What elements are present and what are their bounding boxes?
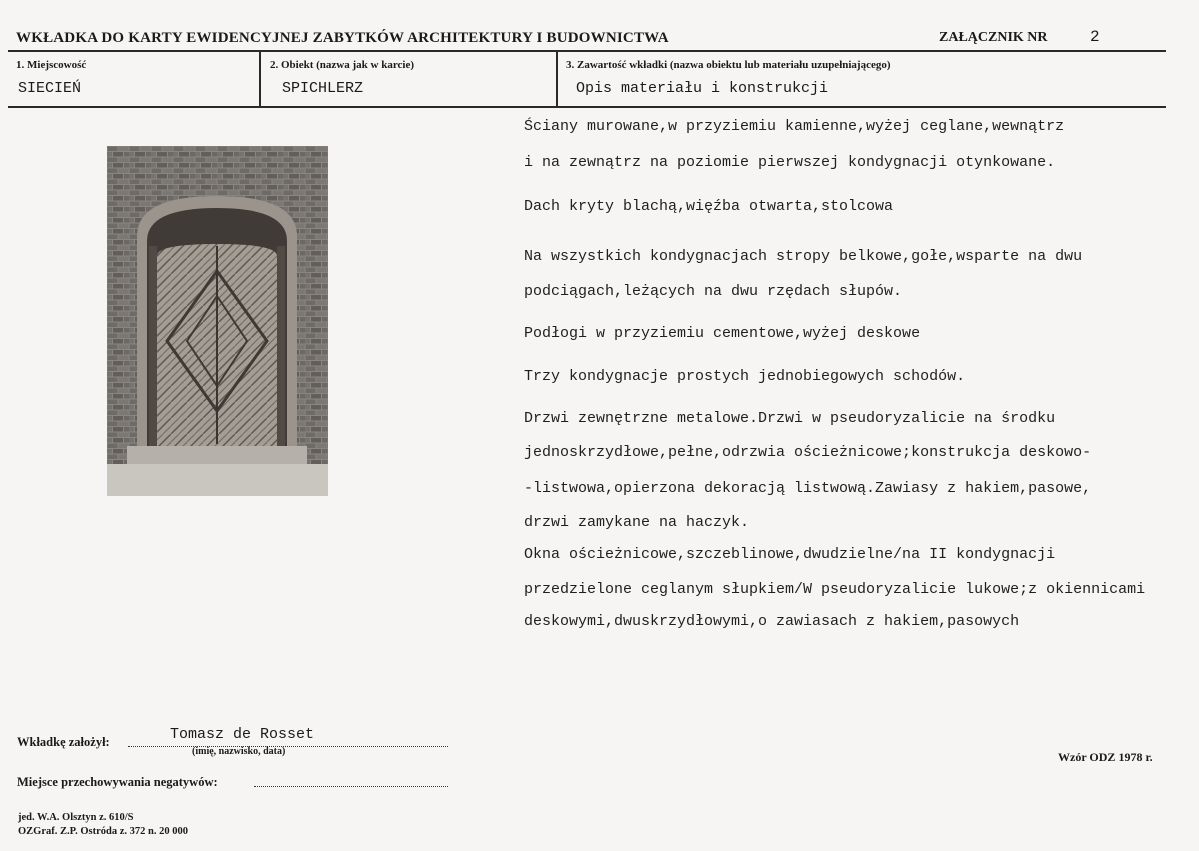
founder-caption: (imię, nazwisko, data): [192, 746, 286, 757]
template-note: Wzór ODZ 1978 r.: [1058, 750, 1153, 764]
description-line: Dach kryty blachą,więźba otwarta,stolcowa: [524, 198, 894, 215]
description-line: i na zewnątrz na poziomie pierwszej kondygnacji otynkowane.: [524, 154, 1056, 171]
annex-number: 2: [1090, 28, 1100, 46]
description-line: deskowymi,dwuskrzydłowymi,o zawiasach z hakiem,pasowych: [524, 613, 1020, 630]
description-line: drzwi zamykane na haczyk.: [524, 514, 750, 531]
description-line: przedzielone ceglanym słupkiem/W pseudoryzalicie lukowe;z okiennicami: [524, 581, 1146, 598]
locality-value: SIECIEŃ: [18, 80, 82, 97]
field-divider-2: [556, 50, 558, 107]
description-line: Ściany murowane,w przyziemiu kamienne,wyżej ceglane,wewnątrz: [524, 118, 1065, 135]
description-line: -listwowa,opierzona dekoracją listwową.Zawiasy z hakiem,pasowe,: [524, 480, 1092, 497]
field-divider-1: [259, 50, 261, 107]
door-photo: [107, 146, 328, 496]
object-value: SPICHLERZ: [282, 80, 364, 97]
object-label: 2. Obiekt (nazwa jak w karcie): [270, 59, 415, 71]
negatives-dotted-line: [254, 786, 448, 787]
description-line: Trzy kondygnacje prostych jednobiegowych schodów.: [524, 368, 966, 385]
print-info-2: OZGraf. Z.P. Ostróda z. 372 n. 20 000: [18, 826, 188, 837]
locality-label: 1. Miejscowość: [16, 59, 87, 71]
founder-label: Wkładkę założył:: [17, 735, 110, 749]
description-line: Okna ościeżnicowe,szczeblinowe,dwudzielne/na II kondygnacji: [524, 546, 1056, 563]
description-line: Drzwi zewnętrzne metalowe.Drzwi w pseudoryzalicie na środku: [524, 410, 1056, 427]
negatives-label: Miejsce przechowywania negatywów:: [17, 775, 218, 789]
fields-rule: [8, 106, 1166, 108]
founder-dotted-line: [128, 746, 448, 747]
header-rule: [8, 50, 1166, 52]
description-line: podciągach,leżących na dwu rzędach słupów.: [524, 283, 903, 300]
description-line: Na wszystkich kondygnacjach stropy belkowe,gołe,wsparte na dwu: [524, 248, 1083, 265]
print-info-1: jed. W.A. Olsztyn z. 610/S: [18, 812, 134, 823]
card-title: WKŁADKA DO KARTY EWIDENCYJNEJ ZABYTKÓW ARCHITEKTURY I BUDOWNICTWA: [16, 30, 669, 46]
annex-label: ZAŁĄCZNIK NR: [939, 30, 1048, 45]
content-label: 3. Zawartość wkładki (nazwa obiektu lub materiału uzupełniającego): [566, 59, 891, 71]
content-value: Opis materiału i konstrukcji: [576, 80, 829, 97]
founder-signature: Tomasz de Rosset: [170, 726, 315, 743]
description-line: jednoskrzydłowe,pełne,odrzwia ościeżnicowe;konstrukcja deskowo-: [524, 444, 1092, 461]
description-line: Podłogi w przyziemiu cementowe,wyżej deskowe: [524, 325, 921, 342]
